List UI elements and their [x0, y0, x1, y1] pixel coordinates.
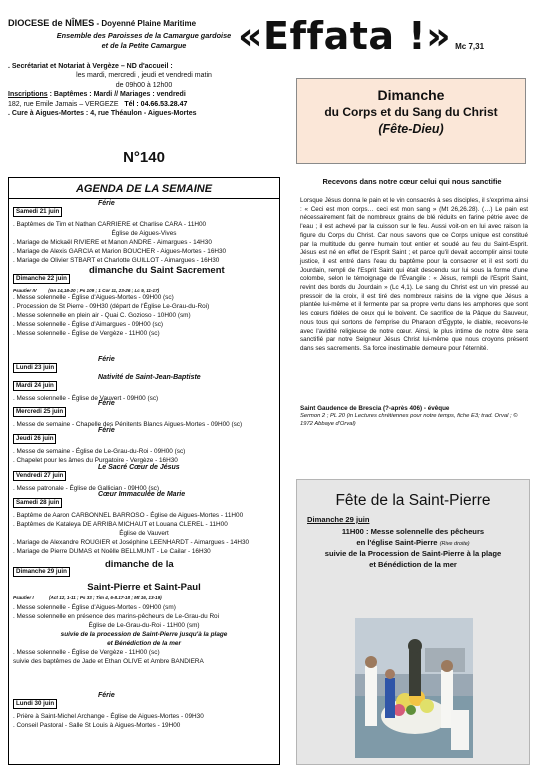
cure-address: . Cure à Aigues-Mortes : 4, rue Théaulon - Aigues-Mortes [8, 110, 197, 118]
agenda-line: . Prière à Saint-Michel Archange - Église de Aigues-Mortes - 09H30 [13, 713, 204, 720]
day-feast: Cœur Immaculée de Marie [98, 491, 186, 498]
agenda-day-monday-23 [13, 356, 275, 374]
agenda-line: . Messe solennelle - Église de Vergèze - 11H00 (sc) [13, 330, 160, 337]
agenda-line: Église de Vauvert [119, 530, 169, 537]
diocese-name: DIOCESE de NÎMES [8, 18, 95, 28]
agenda-line: . Mariage de Mickaël RIVIERE et Manon ANDRE - Aimargues - 14H30 [13, 239, 212, 246]
saint-pierre-line-2: en l'église Saint-Pierre [356, 537, 438, 547]
day-date: Vendredi 27 juin [13, 471, 66, 481]
day-feast-2: Saint-Pierre et Saint-Paul [87, 582, 201, 593]
meditation-text: Lorsque Jésus donna le pain et le vin consacrés à ses disciples, il s'exprima ainsi : « Ceci est mon corps… ceci est mon sang » (Mt 26,26.28). (…) Le pain est nécessairement fait de nombreux grains de blé réduits en farine pétrie avec de l'eau ; il est achevé par la cuisson sur le feu. Aussi voit-on en lui avec raison la figure du Corps du Christ. Car nous savons que ce Corps unique est constitué par la multitude du genre humain tout entier et soudé au feu du Saint-Esprit. Jésus est né en effet de l'Esprit Saint ; et parce qu'il devait accomplir ainsi toute justice, il est entré dans l'eau du baptême pour la consacrer et il est sorti du Jourdain, rempli de l'Esprit Saint qui était descendu sur lui sous la forme d'une colombe, selon le témoignage de l'Évangile : « Jésus, rempli de l'Esprit Saint, revint des bords du Jourdain » (Lc 4,1). Le sang du Christ est un vin pressé au pressoir de la croix, il est tiré des nombreux raisins de la vigne que Jésus a plantée lui-même et il fermente par sa propre vertu dans les amphores que sont les cœurs fidèles de ceux qui le boivent. Ce sacrifice de la Pâque du Sauveur, nous tous qui sortons de l'emprise du Pharaon d'Égypte, le diable, recevons-le avec l'avidité religieuse de notre cœur. Ainsi, le plus intime de notre être sera sanctifié par notre Seigneur Jésus Christ lui-même que nous croyons présent dans ses sacrements. Sa force inestimable demeure pour l'éternité. [300, 197, 528, 352]
agenda-line: et Bénédiction de la mer [107, 640, 181, 647]
day-feast: Le Sacré Cœur de Jésus [98, 464, 180, 471]
agenda-line: . Messe solennelle - Église de Vergèze - 11H00 (sc) [13, 649, 160, 656]
secretariat-line-1: . Secrétariat et Notariat à Vergèze – ND d'accueil : [8, 63, 173, 70]
day-feast: Nativité de Saint-Jean-Baptiste [98, 374, 201, 381]
agenda-day-wednesday-25 [13, 400, 275, 429]
agenda-line: . Messe solennelle en présence des marins-pêcheurs de Le-Grau-du Roi [13, 613, 220, 620]
day-feast: Férie [98, 692, 115, 699]
agenda-line: . Messe solennelle - Église de Vauvert - 09H00 (sc) [13, 395, 159, 402]
day-feast: dimanche du Saint Sacrement [89, 265, 225, 276]
agenda-line: . Mariage de Pierre DUMAS et Noëlle BELLMUNT - Le Cailar - 16H30 [13, 548, 211, 555]
agenda-day-monday-30 [13, 692, 275, 730]
agenda-line: . Messe patronale - Église de Gallician - 09H00 (sc) [13, 485, 159, 492]
saint-pierre-box [296, 479, 530, 765]
day-date: Samedi 28 juin [13, 498, 62, 508]
agenda-line: . Messe solennelle - Église d'Aigues-Mortes - 09H00 (sm) [13, 604, 176, 611]
agenda-day-sunday-22 [13, 267, 275, 338]
inscriptions-text: : Baptêmes : Mardi // Mariages : vendredi [47, 91, 186, 99]
agenda-title: AGENDA DE LA SEMAINE [75, 183, 213, 195]
day-date: Lundi 23 juin [13, 363, 57, 373]
procession-photo [355, 618, 473, 758]
inscriptions-label: Inscriptions [8, 91, 48, 99]
meditation-author: Saint Gaudence de Brescia (?-après 406) - évêque [300, 405, 450, 412]
agenda-line: . Messe solennelle en plein air - Quai C. Gozioso - 10H00 (sm) [13, 312, 191, 319]
meditation-source [300, 405, 528, 429]
masthead [238, 14, 537, 58]
agenda-line: Église de Le-Grau-du-Roi - 11H00 (sm) [88, 622, 200, 629]
issue-number: N°140 [123, 149, 165, 166]
day-feast: Férie [98, 356, 115, 363]
agenda-line: . Mariage de Alexandre ROUGIER et Joséphine LEENHARDT - Aimargues - 14H30 [13, 539, 250, 546]
agenda-line: . Messe solennelle - Église d'Aigues-Mortes - 09H00 (sc) [13, 294, 174, 301]
day-feast: Férie [98, 200, 115, 207]
masthead-title: «Effata !» [238, 14, 452, 58]
feast-line-1: Dimanche [377, 87, 445, 103]
saint-pierre-line-4: et Bénédiction de la mer [369, 559, 457, 569]
feast-line-2: du Corps et du Sang du Christ [324, 105, 498, 119]
day-date: Mercredi 25 juin [13, 407, 66, 417]
feast-line-3: (Fête-Dieu) [378, 122, 444, 136]
agenda-line: Église de Aigues-Vives [111, 230, 177, 237]
agenda-box [8, 177, 280, 765]
meditation-reference: Sermon 2 ; PL 20 (in Lectures chrétiennes pour notre temps, fiche E3; trad. Orval ; © 1972 Abbaye d'Orval) [300, 413, 518, 427]
agenda-line: . Chapelet pour les âmes du Purgatoire - Vergèze - 16H30 [13, 457, 178, 464]
agenda-day-tuesday-24 [13, 374, 275, 403]
agenda-day-thursday-26 [13, 427, 275, 465]
agenda-line: . Baptêmes de Tim et Nathan CARRIERE et Charlise CARA - 11H00 [13, 221, 207, 228]
agenda-day-sunday-29 [13, 560, 275, 666]
agenda-line: . Procession de St Pierre - 09H30 (départ de l'Église Le-Grau-du-Roi) [13, 303, 210, 310]
agenda-day-friday-27 [13, 464, 275, 493]
psautier: Psautier I [13, 595, 34, 600]
day-feast: Férie [98, 400, 115, 407]
saint-pierre-line-3: suivie de la Procession de Saint-Pierre à la plage [324, 549, 502, 558]
agenda-day-saturday-21 [13, 200, 275, 265]
agenda-line: . Mariage de Olivier STBART et Charlotte GUILLOT - Aimargues - 16H30 [13, 257, 220, 264]
day-date: Lundi 30 juin [13, 699, 57, 709]
procession-photo-illustration [355, 618, 473, 758]
agenda-line: . Messe solennelle - Église d'Aimargues - 09H00 (sc) [13, 321, 164, 328]
saint-pierre-date: Dimanche 29 juin [307, 515, 370, 524]
day-date: Samedi 21 juin [13, 207, 62, 217]
readings: (Gn 14,18-20 ; Ps 109 ; 1 Cor 11, 23-26 ; Lc 9, 11-17) [48, 288, 160, 293]
psautier: Psautier IV [13, 288, 37, 293]
meditation-title: Recevons dans notre cœur celui qui nous sanctifie [322, 177, 502, 186]
masthead-reference: Mc 7,31 [455, 42, 485, 51]
agenda-line: . Mariage de Alexis GARCIA et Marion BOUCHER - Aigues-Mortes - 16H30 [13, 248, 227, 255]
agenda-line: . Baptêmes de Kataleya DE ARRIBA MICHAUT et Louana CLEREL - 11H00 [13, 521, 228, 528]
day-date: Jeudi 26 juin [13, 434, 56, 444]
subtitle-line-2: et de la Petite Camargue [101, 41, 187, 50]
agenda-line: suivie de la procession de Saint-Pierre jusqu'à la plage [60, 631, 228, 638]
agenda-line: . Baptême de Aaron CARBONNEL BARROSO - Église de Aigues-Mortes - 11H00 [13, 512, 244, 519]
secretariat-line-2: les mardi, mercredi , jeudi et vendredi matin [76, 72, 212, 80]
subtitle-line-1: Ensemble des Paroisses de la Camargue gardoise [56, 31, 232, 40]
deanery: - Doyenné Plaine Maritime [94, 19, 197, 28]
phone: Tél : 04.66.53.28.47 [124, 100, 188, 108]
saint-pierre-note: (Rive droite) [439, 540, 470, 547]
agenda-line: suivie des baptêmes de Jade et Ethan OLIVE et Ambre BANDIERA [13, 658, 204, 665]
saint-pierre-line-1: 11H00 : Messe solennelle des pêcheurs [341, 527, 485, 536]
saint-pierre-title: Fête de la Saint-Pierre [335, 492, 491, 509]
secretariat-info [8, 62, 280, 118]
day-date: Dimanche 29 juin [13, 567, 70, 577]
agenda-line: . Conseil Pastoral - Salle St Louis à Aigues-Mortes - 19H00 [13, 722, 181, 729]
agenda-line: . Messe de semaine - Église de Le-Grau-du-Roi - 09H00 (sc) [13, 448, 186, 455]
agenda-day-saturday-28 [13, 491, 275, 556]
secretariat-line-3: de 09h00 à 12h00 [115, 81, 173, 89]
readings: (Act 12, 1-11 ; Ps 33 ; Tim 4, 6-8.17-18 ; Mt 16, 13-19) [49, 595, 162, 600]
day-feast: dimanche de la [105, 559, 174, 570]
day-date: Dimanche 22 juin [13, 274, 70, 284]
day-date: Mardi 24 juin [13, 381, 57, 391]
agenda-line: . Messe de semaine - Chapelle des Pénitents Blancs Aigues-Mortes - 09H00 (sc) [13, 421, 243, 428]
address: 182, rue Emile Jamais – VERGEZE [8, 100, 119, 108]
day-feast: Férie [98, 427, 115, 434]
feast-box [296, 78, 526, 164]
